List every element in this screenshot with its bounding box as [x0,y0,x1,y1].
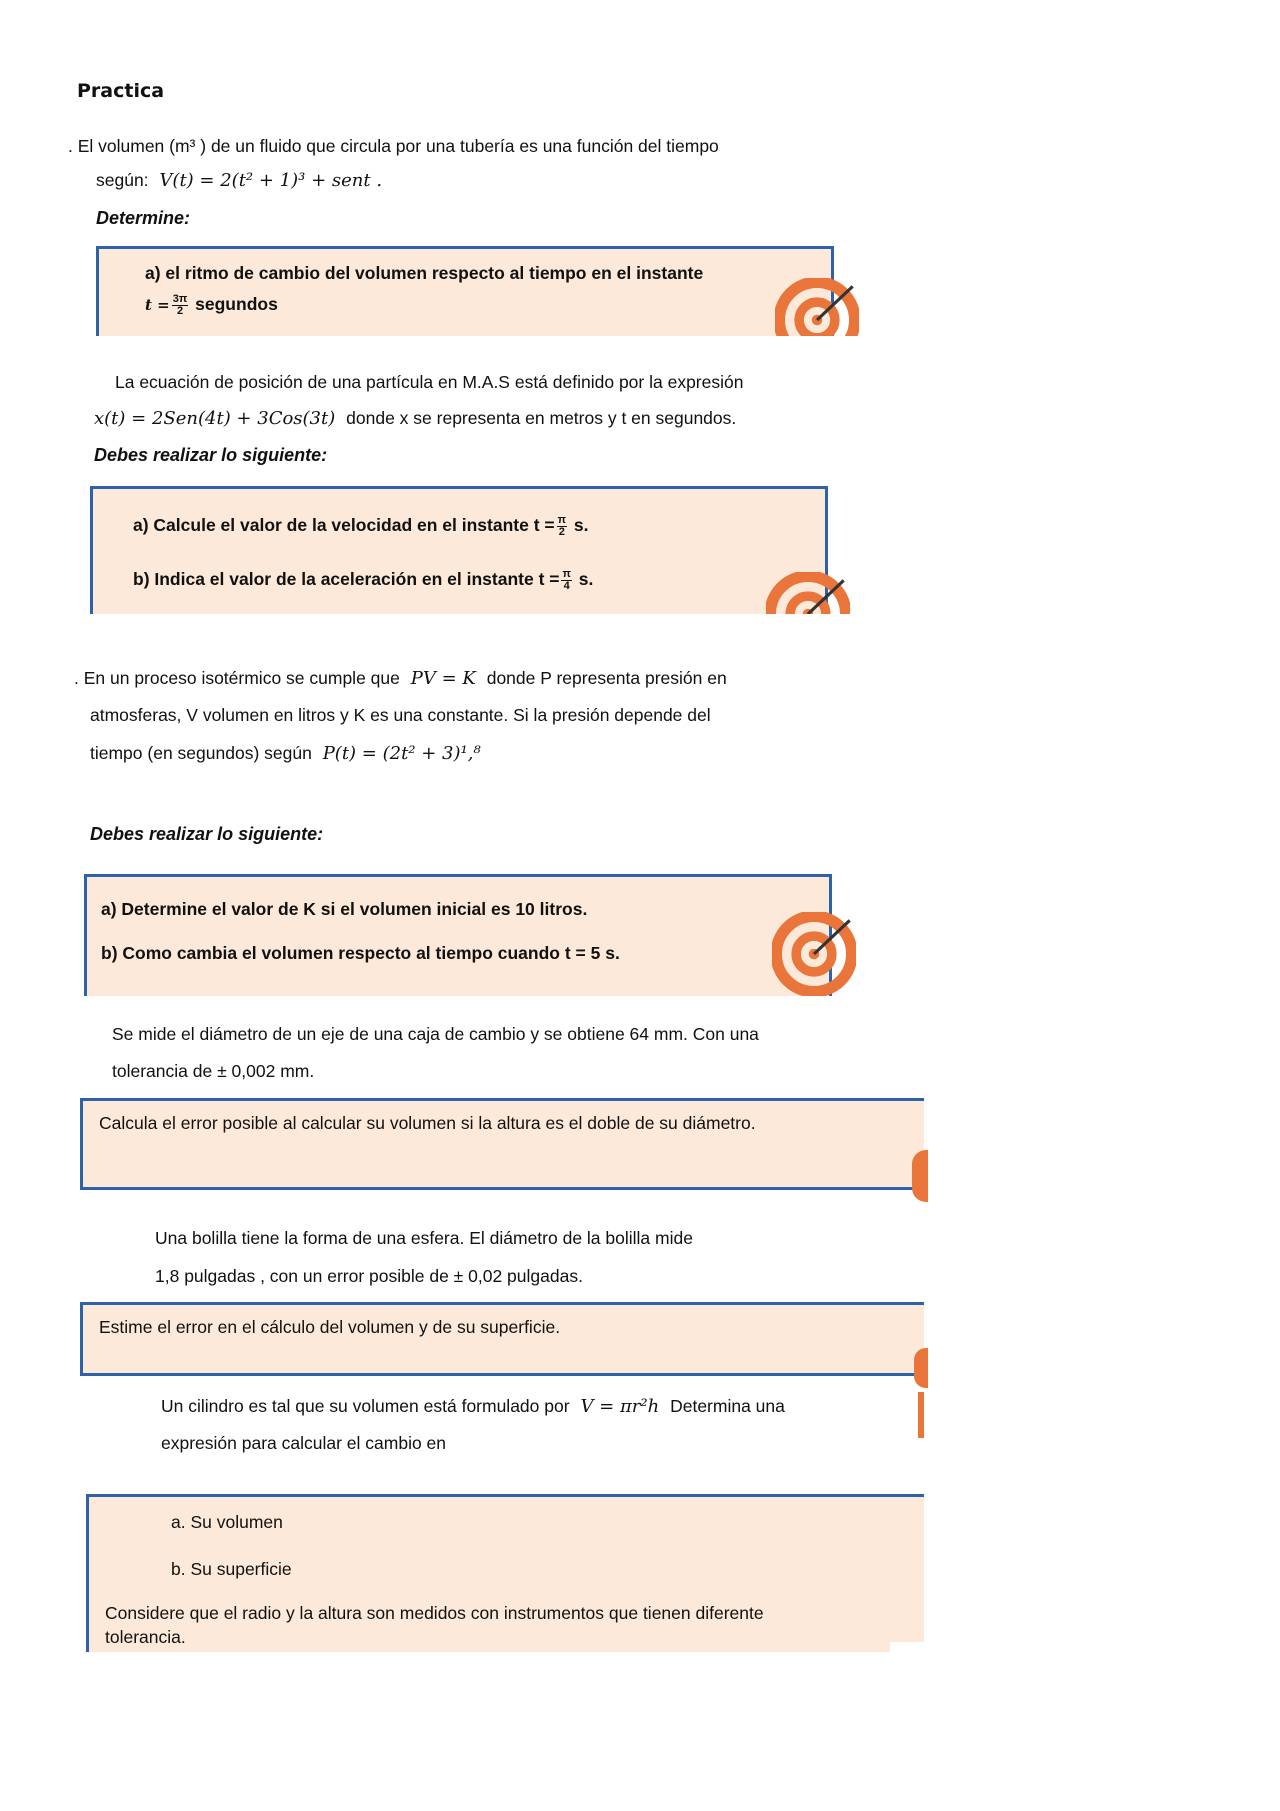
p6-line1: Un cilindro es tal que su volumen está formulado por V = πr²h Determina una [161,1396,785,1417]
p2-task-b: b) Indica el valor de la aceleración en el instante t = $\frac{\pi}{4}$ s. [133,568,594,592]
target-icon [772,912,856,996]
p3-line1: . En un proceso isotérmico se cumple que PV = K donde P representa presión en [74,668,727,689]
p2-heading: Debes realizar lo siguiente: [94,445,328,465]
p1-heading: Determine: [96,208,191,228]
p1-formula: V(t) = 2(t² + 1)³ + sent . [159,170,383,191]
p1-task-a-line1: a) el ritmo de cambio del volumen respecto al tiempo en el instante [145,263,704,283]
p3-formula: P(t) = (2t² + 3)¹,⁸ [322,743,481,764]
target-icon-fragment [912,1150,928,1202]
p1-line1: . El volumen (m³ ) de un fluido que circula por una tubería es una función del tiempo [68,136,719,156]
p2-line2: x(t) = 2Sen(4t) + 3Cos(3t) donde x se representa en metros y t en segundos. [94,408,737,429]
p6-item-a: a. Su volumen [171,1512,283,1532]
p6-item-b: b. Su superficie [171,1559,292,1579]
p5-line1: Una bolilla tiene la forma de una esfera. El diámetro de la bolilla mide [155,1228,693,1248]
p4-line2: tolerancia de ± 0,002 mm. [112,1061,315,1081]
p2-formula: x(t) = 2Sen(4t) + 3Cos(3t) [94,408,336,429]
p1-task-box [96,246,834,336]
p4-task-box [80,1098,924,1190]
p4-line1: Se mide el diámetro de un eje de una caja de cambio y se obtiene 64 mm. Con una [112,1024,759,1044]
p3-task-box [84,874,832,996]
p2-line1: La ecuación de posición de una partícula en M.A.S está definido por la expresión [115,372,744,392]
p1-line2: según: V(t) = 2(t² + 1)³ + sent . [96,170,383,191]
p5-task-box [80,1302,924,1376]
p2-task-a: a) Calcule el valor de la velocidad en el instante t = $\frac{\pi}{2}$ s. [133,514,589,538]
target-icon-fragment [914,1348,928,1388]
p6-line2: expresión para calcular el cambio en [161,1433,447,1453]
p5-line2: 1,8 pulgadas , con un error posible de ± 0,02 pulgadas. [155,1266,583,1286]
p3-line2: atmosferas, V volumen en litros y K es una constante. Si la presión depende del [90,705,711,725]
p4-task: Calcula el error posible al calcular su volumen si la altura es el doble de su diámetro. [99,1113,756,1133]
target-icon-fragment [918,1392,924,1438]
p3-line3: tiempo (en segundos) según P(t) = (2t² + 3)¹,⁸ [90,743,481,764]
page-title: Practica [77,80,165,102]
p5-task: Estime el error en el cálculo del volumen y de su superficie. [99,1317,561,1337]
p1-task-a-line2: t = $\frac{3\pi}{2}$ segundos [145,293,278,317]
p6-note-line2: tolerancia. [105,1627,186,1647]
p2-task-box [90,486,828,614]
p6-note-line1: Considere que el radio y la altura son medidos con instrumentos que tienen diferente [105,1603,764,1623]
p3-task-a: a) Determine el valor de K si el volumen inicial es 10 litros. [101,899,588,919]
p3-task-b: b) Como cambia el volumen respecto al tiempo cuando t = 5 s. [101,943,620,963]
p3-heading: Debes realizar lo siguiente: [90,824,324,844]
p6-task-box [86,1494,924,1652]
